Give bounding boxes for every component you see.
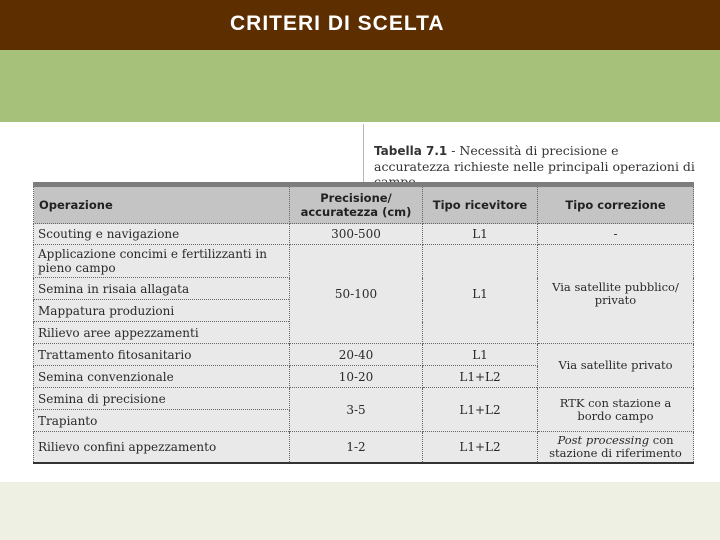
operation-cell: Applicazione concimi e fertilizzanti in pieno campo	[34, 245, 290, 278]
operation-cell: Semina in risaia allagata	[34, 278, 290, 300]
table-row	[34, 344, 694, 366]
receiver-cell: L1	[423, 224, 538, 245]
precision-table	[33, 182, 694, 464]
header-correction: Tipo correzione	[538, 185, 694, 224]
correction-italic: Post processing	[557, 433, 650, 447]
operation-cell: Trattamento fitosanitario	[34, 344, 290, 366]
receiver-cell: L1	[423, 344, 538, 366]
receiver-cell: L1+L2	[423, 388, 538, 432]
correction-cell: Via satellite privato	[538, 344, 694, 388]
correction-cell: -	[538, 224, 694, 245]
footer-band	[0, 482, 720, 540]
header-precision: Precisione/ accuratezza (cm)	[290, 185, 423, 224]
receiver-cell: L1	[423, 245, 538, 344]
operation-cell: Trapianto	[34, 410, 290, 432]
operation-cell: Mappatura produzioni	[34, 300, 290, 322]
operation-cell: Semina convenzionale	[34, 366, 290, 388]
slide-title: CRITERI DI SCELTA	[230, 12, 445, 35]
correction-cell: Via satellite pubblico/ privato	[538, 245, 694, 344]
table-row	[34, 224, 694, 245]
correction-rest: con stazione di riferimento	[549, 433, 682, 460]
receiver-cell: L1+L2	[423, 432, 538, 464]
precision-cell: 300-500	[290, 224, 423, 245]
correction-cell	[538, 432, 694, 464]
receiver-cell: L1+L2	[423, 366, 538, 388]
precision-cell: 20-40	[290, 344, 423, 366]
caption-label: Tabella 7.1	[374, 144, 448, 158]
operation-cell: Scouting e navigazione	[34, 224, 290, 245]
correction-cell: RTK con stazione a bordo campo	[538, 388, 694, 432]
precision-cell: 10-20	[290, 366, 423, 388]
precision-cell: 3-5	[290, 388, 423, 432]
accent-band	[0, 50, 720, 122]
precision-cell: 1-2	[290, 432, 423, 464]
table-header-row	[34, 185, 694, 224]
table-row	[34, 388, 694, 410]
table-row	[34, 245, 694, 278]
precision-cell: 50-100	[290, 245, 423, 344]
title-bar	[0, 0, 720, 50]
operation-cell: Semina di precisione	[34, 388, 290, 410]
operation-cell: Rilievo confini appezzamento	[34, 432, 290, 464]
caption-rule	[363, 124, 364, 182]
operation-cell: Rilievo aree appezzamenti	[34, 322, 290, 344]
header-receiver: Tipo ricevitore	[423, 185, 538, 224]
header-operation: Operazione	[34, 185, 290, 224]
table-row	[34, 432, 694, 464]
caption-text: - Necessità di precisione e accuratezza richieste nelle principali operazioni di	[374, 143, 695, 174]
